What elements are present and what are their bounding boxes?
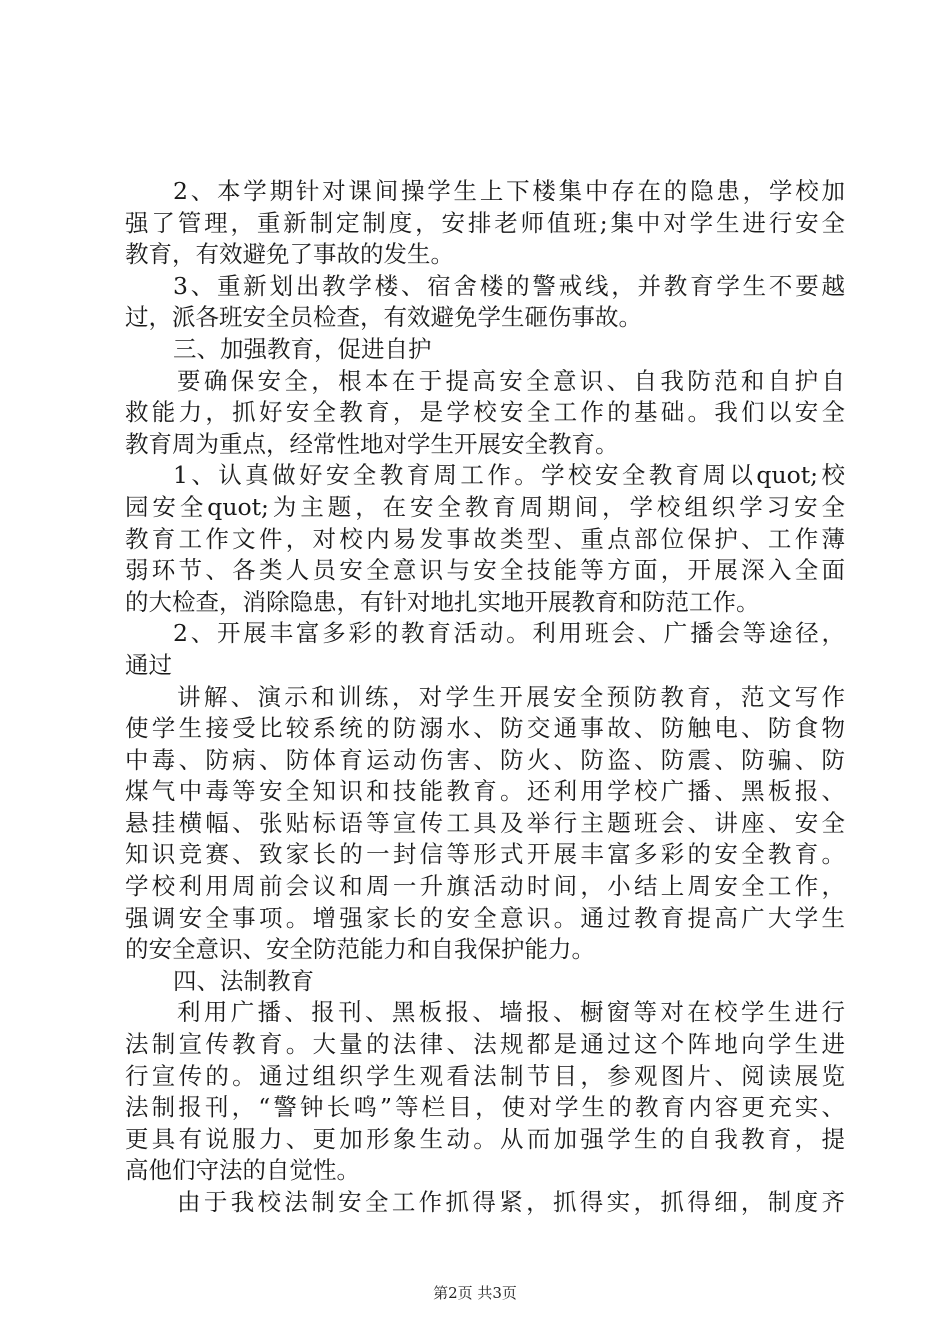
text-line: 使学生接受比较系统的防溺水、防交通事故、防触电、防食物 [125, 714, 845, 743]
text-line: 更具有说服力、更加形象生动。从而加强学生的自我教育，提 [125, 1124, 845, 1153]
text-line: 过，派各班安全员检查，有效避免学生砸伤事故。 [125, 303, 642, 332]
text-line: 四、法制教育 [173, 966, 314, 995]
text-line: 通过 [125, 650, 172, 679]
text-line: 2、开展丰富多彩的教育活动。利用班会、广播会等途径， [173, 619, 845, 648]
text-line: 讲解、演示和训练，对学生开展安全预防教育，范文写作 [177, 682, 845, 711]
text-line: 知识竞赛、致家长的一封信等形式开展丰富多彩的安全教育。 [125, 840, 845, 869]
text-line: 救能力，抓好安全教育，是学校安全工作的基础。我们以安全 [125, 398, 845, 427]
text-line: 园安全quot;为主题，在安全教育周期间，学校组织学习安全 [125, 492, 845, 521]
text-line: 法制宣传教育。大量的法律、法规都是通过这个阵地向学生进 [125, 1030, 845, 1059]
text-line: 教育，有效避免了事故的发生。 [125, 240, 454, 269]
text-line: 3、重新划出教学楼、宿舍楼的警戒线，并教育学生不要越 [173, 271, 845, 300]
text-line: 行宣传的。通过组织学生观看法制节目，参观图片、阅读展览 [125, 1061, 845, 1090]
text-line: 高他们守法的自觉性。 [125, 1156, 360, 1185]
text-line: 煤气中毒等安全知识和技能教育。还利用学校广播、黑板报、 [125, 777, 845, 806]
text-line: 法制报刊，“警钟长鸣”等栏目，使对学生的教育内容更充实、 [125, 1093, 845, 1122]
text-line: 强了管理，重新制定制度，安排老师值班;集中对学生进行安全 [125, 208, 845, 237]
text-line: 悬挂横幅、张贴标语等宣传工具及举行主题班会、讲座、安全 [125, 808, 845, 837]
text-line: 要确保安全，根本在于提高安全意识、自我防范和自护自 [177, 366, 845, 395]
text-line: 教育周为重点，经常性地对学生开展安全教育。 [125, 429, 619, 458]
text-line: 的大检查，消除隐患，有针对地扎实地开展教育和防范工作。 [125, 587, 760, 616]
document-body [125, 176, 845, 1219]
text-line: 强调安全事项。增强家长的安全意识。通过教育提高广大学生 [125, 903, 845, 932]
text-line: 1、认真做好安全教育周工作。学校安全教育周以quot;校 [173, 461, 845, 490]
page-footer: 第2页 共3页 [433, 1284, 517, 1302]
text-line: 2、本学期针对课间操学生上下楼集中存在的隐患，学校加 [173, 177, 845, 205]
text-line: 教育工作文件，对校内易发事故类型、重点部位保护、工作薄 [125, 524, 845, 553]
text-line: 的安全意识、安全防范能力和自我保护能力。 [125, 935, 595, 964]
text-line: 学校利用周前会议和周一升旗活动时间，小结上周安全工作， [125, 872, 845, 901]
text-line: 弱环节、各类人员安全意识与安全技能等方面，开展深入全面 [125, 556, 845, 585]
text-line: 利用广播、报刊、黑板报、墙报、橱窗等对在校学生进行 [177, 998, 845, 1027]
text-line: 由于我校法制安全工作抓得紧，抓得实，抓得细，制度齐 [177, 1188, 845, 1216]
text-line: 中毒、防病、防体育运动伤害、防火、防盗、防震、防骗、防 [125, 745, 845, 774]
text-line: 三、加强教育，促进自护 [173, 334, 432, 363]
